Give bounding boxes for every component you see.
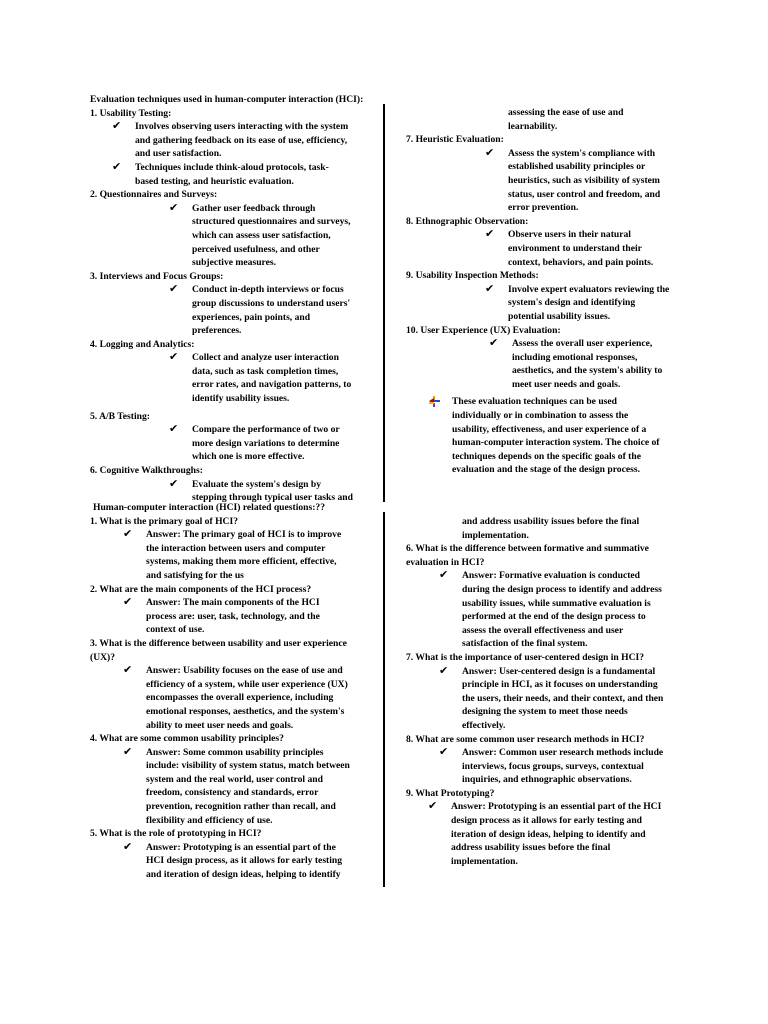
question: 1. What is the primary goal of HCI? bbox=[90, 515, 238, 527]
question: 8. What are some common user research methods in HCI? bbox=[406, 733, 645, 745]
colorful-arrow-icon bbox=[428, 396, 440, 413]
checkmark-icon: ✔ bbox=[439, 569, 449, 582]
bullet-item: ✔ Assess the system's compliance with established usability principles or heuristics, such as visibility of system status, user control and freedom, and error prevention. bbox=[485, 146, 661, 214]
continued-text: and address usability issues before the final implementation. bbox=[462, 516, 640, 541]
bullet-item: ✔ Compare the performance of two or more design variations to determine which one is more effective. bbox=[169, 423, 340, 463]
answer-item: ✔ Answer: The primary goal of HCI is to improve the interaction between users and computer systems, making them more efficient, effective, and satisfying for the us bbox=[123, 528, 342, 581]
continued-text: assessing the ease of use and learnability. bbox=[508, 107, 624, 132]
bullet-item: ✔ Conduct in-depth interviews or focus group discussions to understand users' experiences, pain points, and preferences. bbox=[169, 283, 351, 337]
checkmark-icon: ✔ bbox=[439, 664, 449, 677]
question: 4. What are some common usability principles? bbox=[90, 733, 284, 745]
bullet-item: ✔ Techniques include think-aloud protocols, task- based testing, and heuristic evaluation. bbox=[112, 160, 329, 187]
bullet-item: ✔ Involves observing users interacting with the system and gathering feedback on its ease of use, efficiency, and user satisfaction. bbox=[112, 120, 349, 160]
answer-item: ✔ Answer: Prototyping is an essential part of the HCI design process as it allows for early testing and iteration of design ideas, helping to identify and address usability issues before the final implementation. bbox=[428, 800, 662, 867]
section-heading: 9. Usability Inspection Methods: bbox=[406, 270, 539, 282]
question-cont: evaluation in HCI? bbox=[406, 556, 485, 568]
checkmark-icon: ✔ bbox=[485, 228, 495, 241]
question-cont: (UX)? bbox=[90, 651, 116, 663]
answer-item: ✔ Answer: Usability focuses on the ease of use and efficiency of a system, while user experience (UX) encompasses the overall experience, including emotional responses, aesthetics, and the system's ability to meet user needs and goals. bbox=[123, 664, 348, 731]
checkmark-icon: ✔ bbox=[169, 351, 179, 364]
bullet-item: ✔ Involve expert evaluators reviewing the system's design and identifying potential usability issues. bbox=[485, 282, 670, 322]
section-heading: 6. Cognitive Walkthroughs: bbox=[90, 465, 203, 477]
checkmark-icon: ✔ bbox=[439, 746, 449, 759]
answer-item: ✔ Answer: Some common usability principles include: visibility of system status, match between system and the real world, user control and freedom, consistency and standards, error prevention, recognition rather than recall, and flexibility and efficiency of use. bbox=[123, 745, 350, 826]
section-heading: 10. User Experience (UX) Evaluation: bbox=[406, 324, 561, 336]
bottom-right-column bbox=[406, 515, 698, 868]
checkmark-icon: ✔ bbox=[169, 423, 179, 436]
checkmark-icon: ✔ bbox=[169, 201, 179, 214]
checkmark-icon: ✔ bbox=[112, 120, 122, 133]
section-heading: 4. Logging and Analytics: bbox=[90, 338, 195, 350]
top-right-column bbox=[406, 106, 696, 477]
checkmark-icon: ✔ bbox=[489, 337, 499, 350]
bullet-item: ✔ Evaluate the system's design by stepping through typical user tasks and bbox=[169, 477, 353, 504]
bullet-item: ✔ Gather user feedback through structured questionnaires and surveys, which can assess user satisfaction, perceived usefulness, and other subjective measures. bbox=[169, 201, 351, 269]
answer-item: ✔ Answer: User-centered design is a fundamental principle in HCI, as it focuses on understanding the users, their needs, and their context, and then designing the system to meet those needs effectively. bbox=[439, 664, 664, 731]
answer-item: ✔ Answer: The main components of the HCI process are: user, task, technology, and the context of use. bbox=[123, 596, 320, 636]
bullet-item: ✔ Collect and analyze user interaction data, such as task completion times, error rates, and navigation patterns, to identify usability issues. bbox=[169, 351, 352, 405]
question: 2. What are the main components of the HCI process? bbox=[90, 583, 312, 595]
section-heading: 8. Ethnographic Observation: bbox=[406, 215, 529, 227]
checkmark-icon: ✔ bbox=[123, 664, 133, 677]
answer-item: ✔ Answer: Common user research methods include interviews, focus groups, surveys, contextual inquiries, and ethnographic observations. bbox=[439, 746, 664, 786]
bullet-item: ✔ Observe users in their natural environment to understand their context, behaviors, and pain points. bbox=[485, 228, 654, 268]
top-column-divider bbox=[383, 104, 385, 502]
answer-item: ✔ Answer: Formative evaluation is conducted during the design process to identify and address usability issues, while summative evaluation is performed at the end of the design process to assess the overall effectiveness and user satisfaction of the final system. bbox=[439, 569, 662, 650]
checkmark-icon: ✔ bbox=[112, 160, 122, 173]
questions-title: Human-computer interaction (HCI) related questions:?? bbox=[93, 502, 326, 513]
top-left-column bbox=[90, 93, 380, 505]
checkmark-icon: ✔ bbox=[123, 528, 133, 541]
section-heading: 1. Usability Testing: bbox=[90, 107, 172, 119]
checkmark-icon: ✔ bbox=[485, 146, 495, 159]
section-heading: 2. Questionnaires and Surveys: bbox=[90, 189, 218, 201]
question: 6. What is the difference between formative and summative bbox=[406, 543, 649, 555]
checkmark-icon: ✔ bbox=[123, 745, 133, 758]
checkmark-icon: ✔ bbox=[123, 596, 133, 609]
checkmark-icon: ✔ bbox=[123, 840, 133, 853]
answer-item: ✔ Answer: Prototyping is an essential part of the HCI design process, as it allows for early testing and iteration of design ideas, helping to identify bbox=[123, 840, 343, 881]
checkmark-icon: ✔ bbox=[485, 282, 495, 295]
question: 9. What Prototyping? bbox=[406, 787, 495, 799]
section-heading: 3. Interviews and Focus Groups: bbox=[90, 270, 224, 282]
checkmark-icon: ✔ bbox=[169, 283, 179, 296]
checkmark-icon: ✔ bbox=[169, 477, 179, 490]
section-heading: 5. A/B Testing: bbox=[90, 410, 150, 422]
question: 5. What is the role of prototyping in HCI? bbox=[90, 828, 262, 840]
summary-paragraph: These evaluation techniques can be used individually or in combination to assess the usability, effectiveness, and user experience of a human-computer interaction system. The choice of techniques depends on the specific goals of the evaluation and the stage of the design process. bbox=[406, 395, 696, 477]
bottom-column-divider bbox=[383, 512, 385, 887]
section-heading: 7. Heuristic Evaluation: bbox=[406, 134, 504, 146]
bullet-item: ✔ Assess the overall user experience, including emotional responses, aesthetics, and the system's ability to meet user needs and goals. bbox=[489, 337, 663, 390]
bottom-left-column bbox=[90, 501, 382, 882]
checkmark-icon: ✔ bbox=[428, 800, 438, 813]
question: 7. What is the importance of user-centered design in HCI? bbox=[406, 651, 645, 663]
question: 3. What is the difference between usability and user experience bbox=[90, 637, 347, 649]
doc-title: Evaluation techniques used in human-computer interaction (HCI): bbox=[90, 94, 364, 105]
